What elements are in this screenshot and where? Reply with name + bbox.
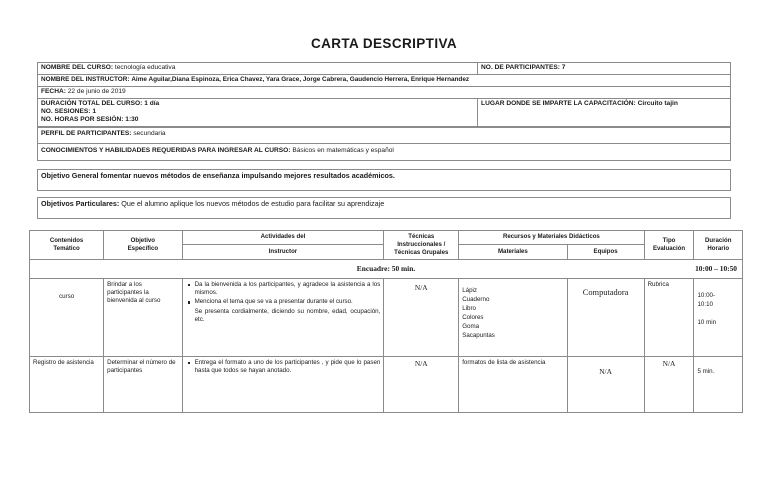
place-label: LUGAR DONDE SE IMPARTE LA CAPACITACIÓN:: [481, 100, 636, 107]
subheader-equipos: Equipos: [567, 244, 644, 259]
course-row: [38, 63, 731, 75]
row0-materiales: [459, 278, 567, 356]
table-row: [30, 278, 743, 356]
header-actividades: Actividades del: [182, 231, 384, 245]
header-tipo-evaluacion: [644, 231, 694, 260]
header-contenidos-line2: Temático: [53, 244, 80, 252]
date-label: FECHA:: [41, 88, 66, 95]
row1-actividades: [182, 356, 384, 412]
page-title: CARTA DESCRIPTIVA: [310, 36, 458, 51]
course-label: NOMBRE DEL CURSO:: [41, 64, 114, 71]
list-item: Menciona el tema que se va a presentar durante el curso.: [195, 298, 381, 306]
row0-duracion: [694, 278, 743, 356]
conocimientos-row: [38, 144, 731, 161]
row1-contenido: Registro de asistencia: [30, 356, 104, 412]
row0-actividades: [182, 278, 384, 356]
header-tecnicas-line3: Técnicas Grupales: [394, 248, 449, 256]
participants-cell: NO. DE PARTICIPANTES: 7: [478, 63, 731, 75]
course-value: tecnología educativa: [114, 64, 176, 71]
objetivo-general-label: Objetivo General: [41, 171, 99, 180]
duracion-extra: 10 min: [697, 319, 717, 327]
duration-label: DURACIÓN TOTAL DEL CURSO:: [41, 100, 143, 107]
header-contenidos-line1: Contenidos: [49, 236, 84, 244]
subheader-materiales: Materiales: [459, 244, 567, 259]
table-header-row: [30, 231, 743, 245]
profile-block: [37, 126, 731, 161]
encuadre-title: Encuadre: 50 min.: [356, 263, 416, 273]
row1-objetivo: Determinar el número de participantes: [104, 356, 182, 412]
objetivo-general-block: [37, 169, 731, 191]
date-value: 22 de junio de 2019: [67, 88, 126, 95]
objetivos-particulares-value: Que el alumno aplique los nuevos métodos de estudio para facilitar su aprendizaje: [121, 199, 385, 208]
header-duracion-line2: Horario: [707, 244, 730, 252]
encuadre-time: 10:00 – 10:50: [695, 263, 737, 273]
place-value: Circuito tajin: [637, 100, 678, 107]
conocimientos-cell: [38, 144, 731, 161]
duracion-line: 10:10: [697, 301, 713, 309]
row1-duracion: [694, 356, 743, 412]
objetivos-particulares-label: Objetivos Particulares:: [41, 199, 120, 208]
instructor-cell: [38, 75, 731, 87]
sessions-value: 1: [92, 108, 96, 116]
header-tipo-line2: Evaluación: [652, 244, 686, 252]
row1-materiales: [459, 356, 567, 412]
material-item: Cuaderno: [462, 295, 490, 303]
date-row: [38, 87, 731, 99]
hours-value: 1:30: [125, 116, 139, 124]
header-duracion-line1: Duración: [705, 236, 732, 244]
header-objetivo: [104, 231, 182, 260]
row0-equipos: Computadora: [567, 278, 644, 356]
instructor-value: Aime Aguilar,Diana Espinoza, Erica Chavez, Yara Grace, Jorge Cabrera, Gaudencio Herrera, Enrique Hernandez: [131, 76, 470, 83]
row1-tecnicas: N/A: [384, 356, 459, 412]
perfil-label: PERFIL DE PARTICIPANTES:: [41, 130, 132, 137]
objetivo-general-row: [38, 170, 731, 191]
encuadre-cell: [30, 259, 743, 278]
hours-label: NO. HORAS POR SESIÓN:: [41, 116, 124, 124]
header-objetivo-line1: Objetivo: [130, 236, 156, 244]
header-tecnicas-line1: Técnicas: [408, 233, 435, 240]
conocimientos-label: CONOCIMIENTOS Y HABILIDADES REQUERIDAS PARA INGRESAR AL CURSO:: [41, 147, 291, 154]
duracion-line: 5 min.: [697, 367, 715, 375]
list-item: Entrega el formato a uno de los participantes , y pide que lo pasen hasta que todos se hayan anotado.: [194, 358, 381, 374]
duracion-line: 10:00-: [697, 291, 716, 299]
identification-block: [37, 62, 731, 128]
duration-value: 1 día: [144, 100, 160, 107]
row0-tipo-evaluacion: Rubrica: [644, 278, 694, 356]
objetivo-general-value: fomentar nuevos métodos de enseñanza impulsando mejores resultados académicos.: [100, 171, 395, 180]
header-tecnicas-line2: Instruccionales /: [397, 240, 446, 248]
course-cell: [38, 63, 478, 75]
header-objetivo-line2: Específico: [127, 244, 159, 252]
place-cell: [478, 99, 731, 128]
material-item: Colores: [462, 313, 484, 321]
subheader-instructor: Instructor: [182, 244, 384, 259]
objetivo-general-cell: [38, 170, 731, 191]
duration-place-row: [38, 99, 731, 128]
header-recursos: Recursos y Materiales Didácticos: [459, 231, 644, 245]
list-item: Da la bienvenida a los participantes, y agradece la asistencia a los mismos.: [194, 280, 381, 296]
perfil-value: secundaria: [133, 130, 166, 137]
sessions-label: NO. SESIONES:: [41, 108, 91, 116]
encuadre-row: [30, 259, 743, 278]
date-cell: [38, 87, 731, 99]
material-item: formatos de lista de asistencia: [462, 358, 546, 366]
row0-actividades-list: [186, 281, 381, 324]
instructor-label: NOMBRE DEL INSTRUCTOR:: [41, 76, 130, 83]
duration-cell: [38, 99, 478, 128]
perfil-cell: [38, 127, 731, 144]
row1-actividades-list: [186, 359, 381, 375]
planning-table: [29, 230, 743, 413]
material-item: Sacapuntas: [462, 331, 495, 339]
row1-tipo-evaluacion: N/A: [644, 356, 694, 412]
list-item: Se presenta cordialmente, diciendo su nombre, edad, ocupación, etc.: [194, 307, 381, 324]
row1-equipos: N/A: [567, 356, 644, 412]
row0-tecnicas: N/A: [384, 278, 459, 356]
row0-contenido: curso: [30, 278, 104, 356]
row0-objetivo: Brindar a los participantes la bienvenida al curso: [104, 278, 182, 356]
conocimientos-value: Básicos en matemáticas y español: [292, 147, 394, 154]
objetivos-particulares-cell: [38, 198, 731, 219]
header-duracion: [694, 231, 743, 260]
material-item: Goma: [462, 322, 480, 330]
header-tecnicas: [384, 231, 459, 260]
header-contenidos: [30, 231, 104, 260]
material-item: Libro: [462, 304, 476, 312]
instructor-row: [38, 75, 731, 87]
perfil-row: [38, 127, 731, 144]
table-row: [30, 356, 743, 412]
material-item: Lápiz: [462, 286, 477, 294]
objetivos-particulares-block: [37, 197, 731, 219]
objetivos-particulares-row: [38, 198, 731, 219]
header-tipo-line1: Tipo: [662, 236, 676, 244]
